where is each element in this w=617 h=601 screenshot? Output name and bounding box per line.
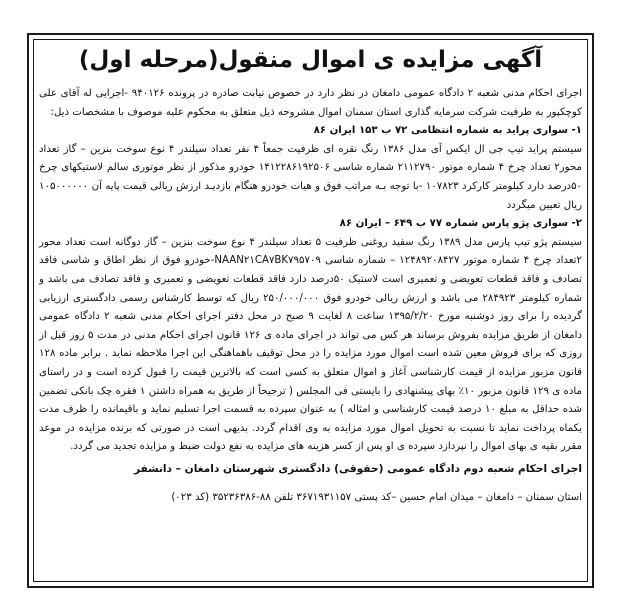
notice-content <box>39 43 582 507</box>
signature-line: اجرای احکام شعبه دوم دادگاه عمومی (حقوقی) دادگستری شهرستان دامغان – دانشفر <box>133 462 582 475</box>
item2-body: سیستم پژو تیپ پارس مدل ۱۳۸۹ رنگ سفید روغنی ظرفیت ۵ تعداد سیلندر ۴ نوع سوخت بنزین – گاز دوگانه است تعداد محور ۲تعداد چرخ ۴ شماره موتور ۱۲۴۸۹۲۰۸۴۲۷ – شماره شاسی NAAN۲۱CA۷BK۷۹۵۷۰۹-خودرو فوق از نظر اطاق و شاسی فاقد تصادف و فاقد قطعات تعویضی و تعمیری است لاستیک ۵۰درصد دارد فاقد قطعات تعویضی و تعمیری و فاقد تصادف می باشد و شماره کیلومتر ۲۸۴۹۲۳ می باشد و ارزش ریالی خودرو فوق ۲۵۰/۰۰۰/۰۰۰ ریال که توسط کارشناس رسمی دادگستری ارزیابی گردیده را برای روز دوشنبه مورخ ۱۳۹۵/۲/۲۰ ساعت ۸ لغایت ۹ صبح در محل دفتر اجرای احکام مدنی شعبه ۲ دادگاه عمومی دامغان از طریق مزایده بفروش برساند هر کس می تواند در اجرای ماده ی ۱۲۶ قانون اجرای احکام مدنی در مدت ۵ روز قبل از روزی که برای فروش معین شده است اموال مورد مزایده را در محل توقیف باهماهنگی این اجرا ملاحظه نماید . برابر ماده ۱۲۸ قانون مزبور مزایده از قیمت کارشناسی آغاز و اموال متعلق به کسی است که بالاترین قیمت را قبول کرده است و در راستای ماده ی ۱۲۹ قانون مزبور ۱۰٪ بهای پیشنهادی را بایستی فی المجلس ( ترجیحاً از طریق به همراه داشتن ۱ فقره چک بانکی تضمین شده حداقل به مبلغ ۱۰ درصد قیمت کارشناسی و امثاله ) به عنوان سپرده به قسمت اجرا تسلیم نماید و باقیمانده را ظرف مدت یکماه پرداخت نماید تا نسبت به تحویل اموال مورد مزایده به وی اقدام گردد. بدیهی است در صورتی که برنده مزایده در موعد مقرر بقیه ی بهای اموال را نپردازد سپرده ی او پس از کسر هزینه های مزایده به نفع دولت ضبط و مزایده تجدید می گردد. <box>39 236 583 453</box>
item1-body: سیستم پراید تیپ جی ال ایکس آی مدل ۱۳۸۶ رنگ نقره ای ظرفیت جمعاً ۴ نفر تعداد سیلندر ۴ نوع سوخت بنزین – گاز تعداد محور۲ تعداد چرخ ۴ شماره موتور ۲۱۱۲۷۹۰ شماره شاسی ۱۴۱۲۲۸۶۱۹۲۵۰۶ خودرو مذکور از نظر موتوری سالم لاستیکهای چرخ ۵۰درصد دارد کیلومتر کارکرد ۱۰۷۸۲۳ -با توجه بـه مراتب فوق و هیات خودرو هنگام بازدیـد ارزش ریالی قیمت پایه آن ۱۰۵۰۰۰۰۰۰ ریال تعیین میگردد <box>39 143 583 211</box>
intro-paragraph: اجرای احکام مدنی شعبه ۲ دادگاه عمومی دامغان در نظر دارد در خصوص نیابت صادره در پرونده ۹۴۰۱۲۶ -اجرایی له آقای علی کوچکپور به طرفیت شرکت سرمایه گذاری استان سمنان اموال مشروحه ذیل متعلق به محکوم علیه موصوف با مشخصات ذیل: <box>39 88 583 118</box>
address-line: استان سمنان – دامغان – میدان امام حسین –کد پستی ۳۶۷۱۹۳۱۱۵۷ تلفن ۸۸-۳۵۲۳۶۳۸۶ (کد ۰۲۳) <box>171 491 582 503</box>
item1-heading: ۱- سواری پراید به شماره انتظامی ۷۲ ب ۱۵۳ ایران ۸۶ <box>313 125 582 137</box>
notice-title: آگهی مزایده ی اموال منقول(مرحله اول) <box>78 47 543 73</box>
notice-frame <box>27 33 594 588</box>
item2-heading: ۲- سواری پژو پارس شماره ۷۷ ب ۶۴۹ – ایران ۸۶ <box>339 218 582 230</box>
